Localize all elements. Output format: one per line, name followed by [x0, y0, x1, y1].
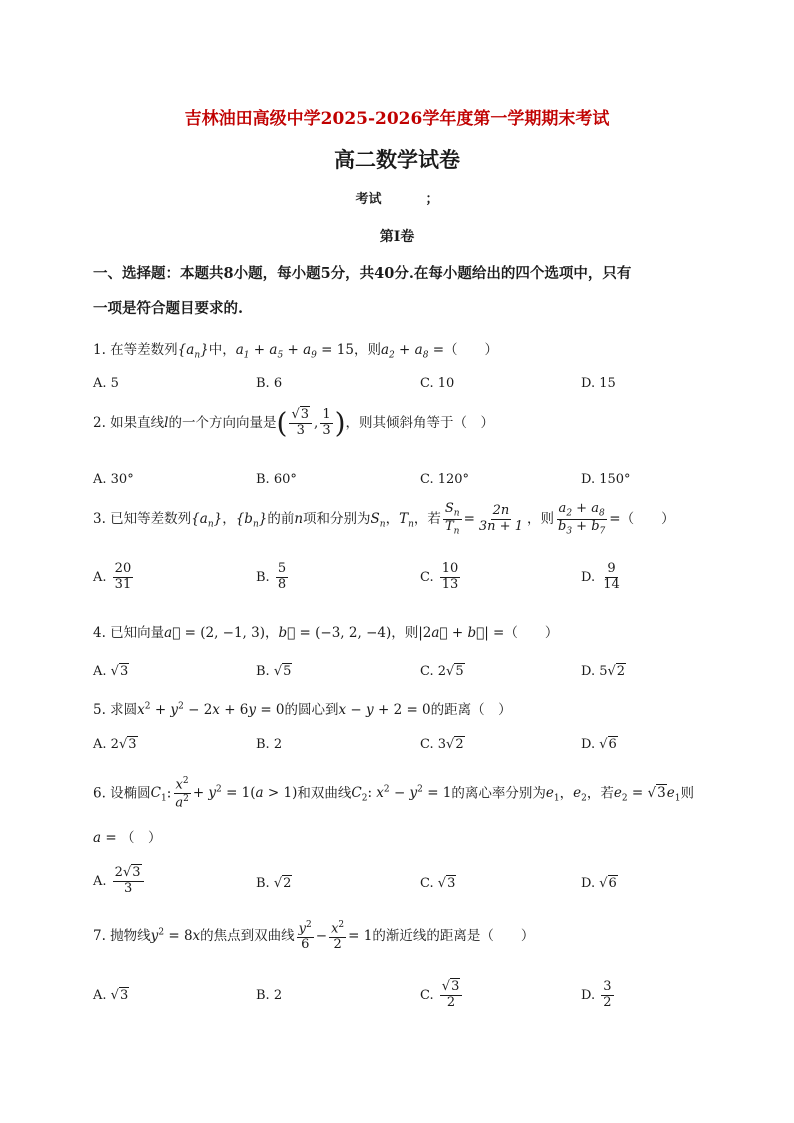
option-b: B. 60°: [256, 472, 297, 487]
option-b: B. √5: [256, 664, 292, 679]
option-b: B. 6: [256, 376, 283, 391]
exam-label: 考试: [355, 192, 382, 207]
question-5-options: [93, 737, 713, 767]
question-6-line2: a = （ ）: [93, 830, 162, 846]
subject-title: 高二数学试卷: [334, 147, 460, 172]
section-heading: 一、选择题：本题共8小题，每小题5分，共40分.在每小题给出的四个选项中，只有 一项是符合题目要求的.: [93, 265, 632, 317]
option-a: A. √3: [93, 664, 129, 679]
option-a: A. 5: [93, 376, 119, 391]
option-c: C. $\frac{√3}{2}$: [420, 980, 464, 1011]
option-c: C. 120°: [420, 472, 470, 487]
option-d: D. $\frac{3}{2}$: [581, 979, 612, 1010]
question-7: 7. 抛物线$y^2 = 8x$的焦点到双曲线 $\frac{y^2}{6}$ − $\frac{x^2}{2}$ = 1的渐近线的距离是（ ）: [93, 920, 535, 953]
option-c: C. $\frac{10}{13}$: [420, 561, 459, 592]
option-b: B. 2: [256, 737, 283, 752]
option-b: B. √2: [256, 876, 292, 891]
school-title: 吉林油田高级中学2025-2026学年度第一学期期末考试: [184, 109, 610, 129]
question-1: 1. 在等差数列$\{a_n\}$中，$a_1 + a_5 + a_9 = 15$，则$a_2 + a_8$ =（ ）: [93, 342, 499, 361]
question-2: 2. 如果直线l的一个方向向量是( $\frac{√3}{3}$ , $\frac{1}{3}$ )，则其倾斜角等于（ ）: [93, 406, 495, 440]
question-6: 6. 设椭圆$C_1$: $\frac{x^2}{a^2}$ + $y^2 = 1(a > 1)$和双曲线$C_2$: $x^2 - y^2 = 1$的离心率分别为$e_1$，$e_2$，若$e_2 = √3e_1$则: [93, 776, 694, 811]
option-c: C. 2√5: [420, 664, 464, 679]
option-a: A. $\frac{20}{31}$: [93, 561, 132, 592]
option-c: C. 3√2: [420, 737, 464, 752]
volume-label: 第Ⅰ卷: [379, 229, 415, 245]
question-4: 4. 已知向量a⃗ = (2, −1, 3)，b⃗ = (−3, 2, −4)，则|2a⃗ + b⃗| =（ ）: [93, 625, 559, 641]
option-d: D. 15: [581, 376, 616, 391]
option-d: D. √6: [581, 876, 617, 891]
option-b: B. 2: [256, 988, 283, 1003]
option-d: D. 150°: [581, 472, 631, 487]
question-1-options: [93, 376, 713, 406]
question-7-options: [93, 980, 713, 1020]
option-a: A. 30°: [93, 472, 134, 487]
question-2-options: [93, 472, 713, 502]
option-b: B. $\frac{5}{8}$: [256, 561, 287, 592]
option-a: A. √3: [93, 988, 129, 1003]
option-d: D. √6: [581, 737, 617, 752]
option-c: C. 10: [420, 376, 455, 391]
option-a: A. 2√3: [93, 737, 137, 752]
exam-info-line: [0, 188, 794, 207]
question-3: 3. 已知等差数列$\{a_n\}$，$\{b_n\}$的前n项和分别为$S_n$，$T_n$，若 $\frac{S_n}{T_n}$ = $\frac{2n}{3n + 1}$ ，则 $\frac{a_2 + a_8}{b_3 + b_7}$ =（ ）: [93, 501, 675, 537]
option-c: C. √3: [420, 876, 456, 891]
exam-separator: ；: [425, 192, 439, 207]
question-5: 5. 求圆$x^2 + y^2 - 2x + 6y = 0$的圆心到x − y + 2 = 0的距离（ ）: [93, 701, 512, 718]
question-4-options: [93, 664, 713, 694]
question-3-options: [93, 562, 713, 602]
question-6-options: [93, 866, 713, 906]
option-a: A. $\frac{2√3}{3}$: [93, 866, 146, 897]
option-d: D. 5√2: [581, 664, 626, 679]
option-d: D. $\frac{9}{14}$: [581, 561, 620, 592]
